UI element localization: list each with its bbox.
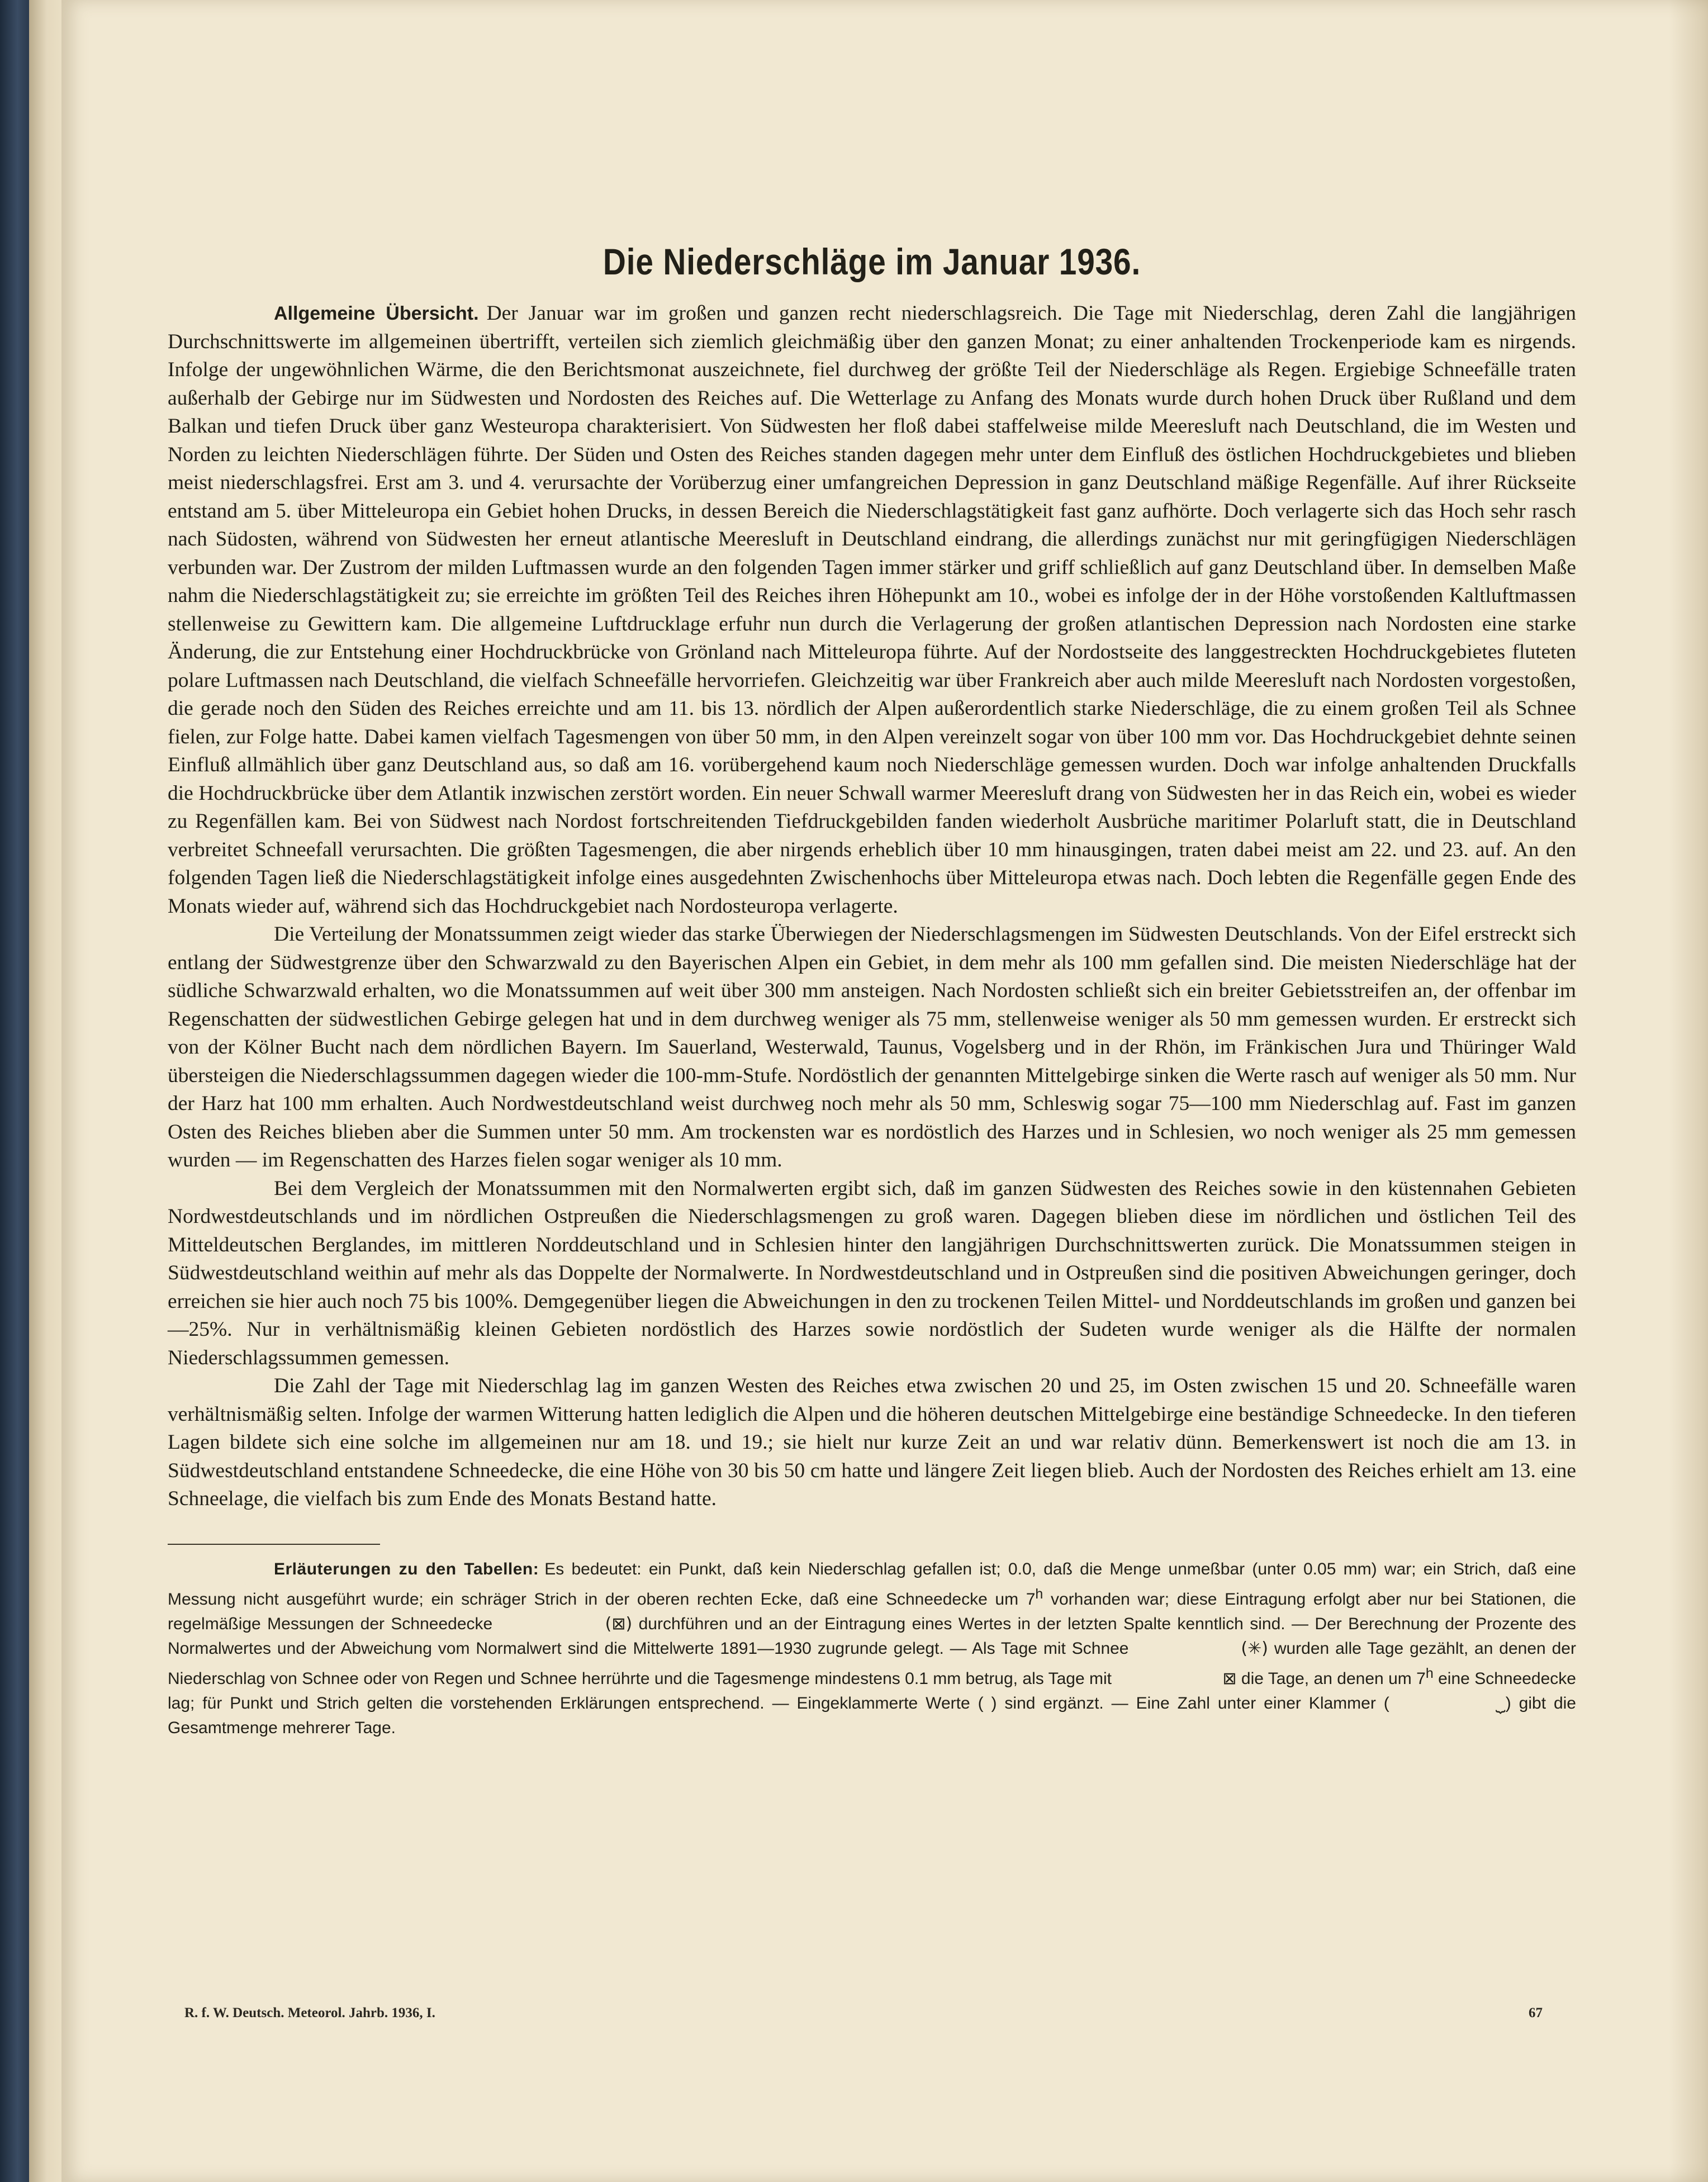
table-notes-text-4: wurden alle Tage gezählt, an denen der Niederschlag von Schnee oder von Regen und Schnee herrührte und die Tagesmenge mindestens 0.1 mm betrug, als Tage mit <box>168 1639 1576 1688</box>
bracket-icon: ⏟ <box>1495 1693 1506 1713</box>
superscript-hour-2: h <box>1425 1665 1434 1681</box>
journal-citation: R. f. W. Deutsch. Meteorol. Jahrb. 1936, I. <box>184 2005 435 2020</box>
table-notes-text-7: ) gibt die Gesamtmenge mehrerer Tage. <box>168 1694 1576 1737</box>
snow-cover-measured-icon: (⊠) <box>605 1614 633 1634</box>
table-notes-text-6: eine Schneedecke lag; für Punkt und Strich gelten die vorstehenden Erklärungen entsprechend. — Eingeklammerte Werte ( ) sind ergänzt. — Eine Zahl unter einer Klammer ( <box>168 1669 1576 1713</box>
page-footer <box>184 2005 1543 2021</box>
paragraph-precipitation-days: Die Zahl der Tage mit Niederschlag lag im ganzen Westen des Reiches etwa zwischen 20 und 25, im Osten zwischen 15 und 20. Schneefälle waren verhältnismäßig selten. Infolge der warmen Witterung hatten lediglich die Alpen und die höheren deutschen Mittelgebirge eine beständige Schneedecke. In den tieferen Lagen bildete sich eine solche im allgemeinen nur am 18. und 19.; sie hielt nur kurze Zeit an und war relativ dünn. Bemerkenswert ist noch die am 13. in Südwestdeutschland entstandene Schneedecke, die eine Höhe von 30 bis 50 cm hatte und längere Zeit liegen blieb. Auch der Nordosten des Reiches erhielt am 13. eine Schneelage, die vielfach bis zum Ende des Monats Bestand hatte. <box>168 1374 1576 1510</box>
table-notes-text-1: Es bedeutet: ein Punkt, daß kein Niederschlag gefallen ist; 0.0, daß die Menge unmeßbar (unter 0.05 mm) war; ein Strich, daß eine Messung nicht ausgeführt wurde; ein schräger Strich in der oberen rechten Ecke, daß eine Schneedecke um 7 <box>168 1559 1576 1609</box>
page-content <box>168 240 1576 1740</box>
table-notes-text-2: vorhanden war; diese Eintragung erfolgt aber nur bei Stationen, die regelmäßige Messungen der Schneedecke <box>168 1590 1576 1633</box>
table-notes <box>168 1557 1576 1740</box>
footnote-divider <box>168 1544 380 1545</box>
paragraph-normal-comparison: Bei dem Vergleich der Monatssummen mit den Normalwerten ergibt sich, daß im ganzen Südwesten des Reiches sowie in den küstennahen Gebieten Nordwestdeutschlands und im nördlichen Ostpreußen die Niederschlagsmengen zu groß waren. Dagegen blieben diese im nördlichen und östlichen Teil des Mitteldeutschen Berglandes, im mittleren Norddeutschland und in Schlesien hinter den langjährigen Durchschnittswerten zurück. Die Monatssummen steigen in Südwestdeutschland weithin auf mehr als das Doppelte der Normalwerte. In Nordwestdeutschland und in Ostpreußen sind die positiven Abweichungen geringer, doch erreichen sie hier auch noch 75 bis 100%. Demgegenüber liegen die Abweichungen in den zu trockenen Teilen Mittel- und Norddeutschlands im großen und ganzen bei —25%. Nur in verhältnismäßig kleinen Gebieten nordöstlich des Harzes sowie nordöstlich der Sudeten wurde weniger als die Hälfte der normalen Niederschlagssummen gemessen. <box>168 1177 1576 1369</box>
snow-day-icon: (✳) <box>1241 1638 1268 1658</box>
table-notes-text-5: die Tage, an denen um 7 <box>1236 1669 1426 1688</box>
table-notes-text-3: durchführen und an der Eintragung eines Wertes in der letzten Spalte kenntlich sind. — Der Berechnung der Prozente des Normalwertes und der Abweichung vom Normalwert sind die Mittelwerte 1891—1930 zugrunde gelegt. — Als Tage mit Schnee <box>168 1614 1576 1658</box>
snow-cover-icon: ⊠ <box>1222 1668 1237 1688</box>
paragraph-distribution: Die Verteilung der Monatssummen zeigt wieder das starke Überwiegen der Niederschlagsmengen im Südwesten Deutschlands. Von der Eifel erstreckt sich entlang der Südwestgrenze über den Schwarzwald zu den Bayerischen Alpen ein Gebiet, in dem mehr als 100 mm gefallen sind. Die meisten Niederschläge hat der südliche Schwarzwald erhalten, wo die Monatssummen auf weit über 300 mm ansteigen. Nach Nordosten schließt sich ein breiter Gebietsstreifen an, der offenbar im Regenschatten der südwestlichen Gebirge gelegen hat und in dem durchweg weniger als 75 mm, stellenweise weniger als 50 mm gemessen wurden. Er erstreckt sich von der Kölner Bucht nach dem nördlichen Bayern. Im Sauerland, Westerwald, Taunus, Vogelsberg und in der Rhön, im Fränkischen Jura und Thüringer Wald übersteigen die Niederschlagssummen dagegen wieder die 100-mm-Stufe. Nordöstlich der genannten Mittelgebirge sinken die Werte rasch auf weniger als 50 mm. Nur der Harz hat 100 mm erhalten. Auch Nordwestdeutschland weist durchweg noch mehr als 50 mm, Schleswig sogar 75—100 mm Niederschlag auf. Fast im ganzen Osten des Reiches blieben aber die Summen unter 50 mm. Am trockensten war es nordöstlich des Harzes und in Schlesien, wo noch weniger als 25 mm gemessen wurden — im Regenschatten des Harzes fielen sogar weniger als 10 mm. <box>168 923 1576 1171</box>
intro-paragraph <box>168 300 1576 921</box>
page-number: 67 <box>1529 2005 1543 2020</box>
superscript-hour-1: h <box>1035 1586 1043 1602</box>
page-edge <box>1669 0 1708 2182</box>
page-title: Die Niederschläge im Januar 1936. <box>602 241 1141 282</box>
intro-lead: Allgemeine Übersicht. <box>274 303 479 324</box>
book-binding <box>0 0 29 2182</box>
intro-text: Der Januar war im großen und ganzen recht niederschlagsreich. Die Tage mit Niederschlag, deren Zahl die langjährigen Durchschnittswerte im allgemeinen übertrifft, verteilen sich ziemlich gleichmäßig über den ganzen Monat; zu einer anhaltenden Trockenperiode kam es nirgends. Infolge der ungewöhnlichen Wärme, die den Berichtsmonat auszeichnete, fiel durchweg der größte Teil der Niederschläge als Regen. Ergiebige Schneefälle traten außerhalb der Gebirge nur im Südwesten und Nordosten des Reiches auf. Die Wetterlage zu Anfang des Monats wurde durch hohen Druck über Rußland und dem Balkan und tiefen Druck über ganz Westeuropa charakterisiert. Von Südwesten her floß dabei staffelweise milde Meeresluft nach Deutschland, die im Westen und Norden zu leichten Niederschlägen führte. Der Süden und Osten des Reiches standen dagegen mehr unter dem Einfluß des östlichen Hochdruckgebietes und blieben meist niederschlagsfrei. Erst am 3. und 4. verursachte der Vorüberzug einer umfangreichen Depression in ganz Deutschland mäßige Regenfälle. Auf ihrer Rückseite entstand am 5. über Mitteleuropa ein Gebiet hohen Drucks, in dessen Bereich die Niederschlagstätigkeit fast ganz aufhörte. Doch verlagerte sich das Hoch sehr rasch nach Südosten, während von Südwesten her erneut atlantische Meeresluft in Deutschland eindrang, die allerdings zunächst nur mit geringfügigen Niederschlägen verbunden war. Der Zustrom der milden Luftmassen wurde an den folgenden Tagen immer stärker und griff schließlich auf ganz Deutschland über. In demselben Maße nahm die Niederschlagstätigkeit zu; sie erreichte im größten Teil des Reiches ihren Höhepunkt am 10., wobei es infolge der in der Höhe vorstoßenden Kaltluftmassen stellenweise zu Gewittern kam. Die allgemeine Luftdrucklage erfuhr nun durch die Verlagerung der großen atlantischen Depression nach Nordosten eine starke Änderung, die zur Entstehung einer Hochdruckbrücke von Grönland nach Mitteleuropa führte. Auf der Nordostseite des langgestreckten Hochdruckgebietes fluteten polare Luftmassen nach Deutschland, die vielfach Schneefälle hervorriefen. Gleichzeitig war über Frankreich aber auch milde Meeresluft nach Nordosten vorgestoßen, die gerade noch den Süden des Reiches erreichte und am 11. bis 13. nördlich der Alpen außerordentlich starke Niederschläge, die zu einem großen Teil als Schnee fielen, zur Folge hatte. Dabei kamen vielfach Tagesmengen von über 50 mm, in den Alpen vereinzelt sogar von über 100 mm vor. Das Hochdruckgebiet dehnte seinen Einfluß allmählich über ganz Deutschland aus, so daß am 16. vorübergehend kaum noch Niederschläge gemessen wurden. Doch war infolge anhaltenden Druckfalls die Hochdruckbrücke über dem Atlantik inzwischen zerstört worden. Ein neuer Schwall warmer Meeresluft drang von Südwesten her in das Reich ein, wobei es wieder zu Regenfällen kam. Bei von Südwest nach Nordost fortschreitenden Tiefdruckgebilden fanden wiederholt Ausbrüche maritimer Polarluft statt, die in Deutschland verbreitet Schneefall verursachten. Die größten Tagesmengen, die aber nirgends erheblich über 10 mm hinausgingen, traten dabei meist am 22. und 23. auf. An den folgenden Tagen ließ die Niederschlagstätigkeit infolge eines ausgedehnten Zwischenhochs über Mitteleuropa etwas nach. Doch lebten die Regenfälle gegen Ende des Monats wieder auf, während sich das Hochdruckgebiet nach Nordosteuropa verlagerte. <box>168 302 1576 918</box>
table-notes-lead: Erläuterungen zu den Tabellen: <box>274 1559 539 1578</box>
